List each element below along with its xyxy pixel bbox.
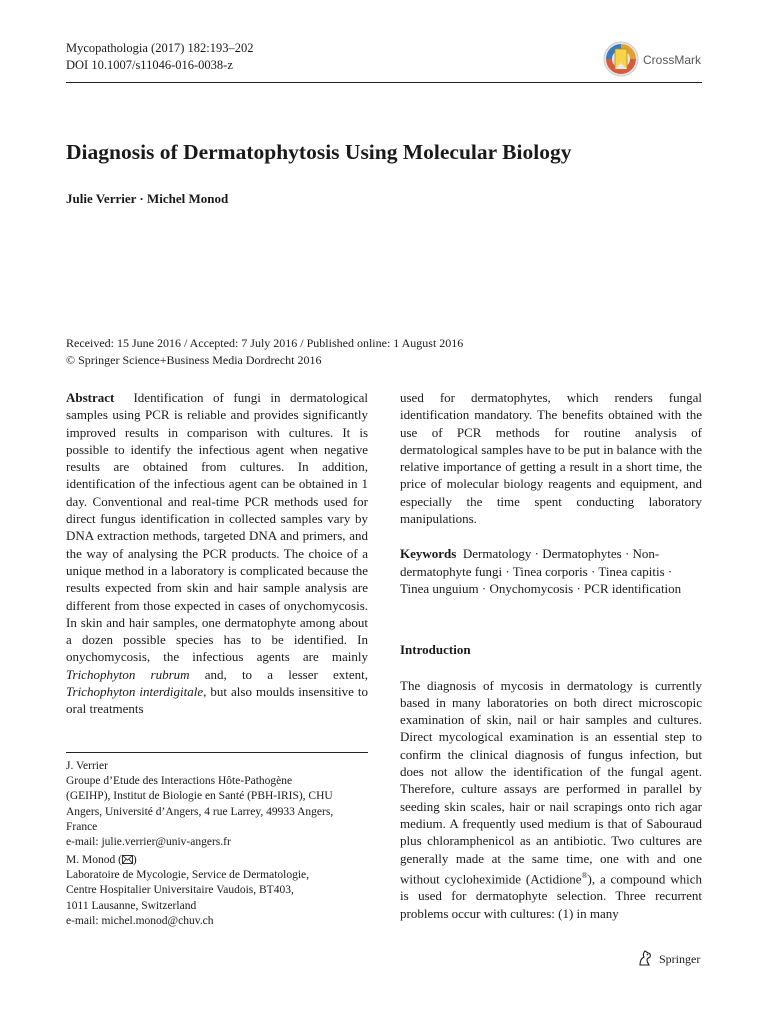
crossmark-icon	[603, 41, 639, 77]
abstract-paragraph: Abstract Identification of fungi in dermatological samples using PCR is reliable and provides significantly improved results in comparison with cultures. It is possible to identify the infectious agent when negative results are obtained from cultures. In addition, identification of the infectious agent can be obtained in 1 day. Conventional and real-time PCR methods used for direct fungus identification in collected samples vary by DNA extraction methods, targeted DNA and primers, and the way of analysing the PCR products. The choice of a unique method in a laboratory is complicated because the results expected from skin and hair sample analysis are different from those expected in cases of onychomycosis. In skin and hair samples, one dermatophyte among about a dozen possible species has to be identified. In onychomycosis, the infectious agents are mainly Trichophyton rubrum and, to a lesser extent, Trichophyton interdigitale, but also moulds insensitive to oral treatments	[66, 390, 369, 717]
copyright-line: © Springer Science+Business Media Dordrecht 2016	[66, 353, 322, 367]
abstract-label: Abstract	[66, 390, 115, 405]
article-dates	[66, 335, 463, 369]
journal-citation: Mycopathologia (2017) 182:193–202	[66, 41, 254, 55]
affiliation-line: Groupe d’Etude des Interactions Hôte-Pathogène	[66, 775, 293, 788]
email-link[interactable]: e-mail: michel.monod@chuv.ch	[66, 914, 214, 927]
affiliation-line: (GEIHP), Institut de Biologie en Santé (PBH-IRIS), CHU	[66, 790, 333, 803]
journal-header	[66, 40, 253, 74]
affiliation-verrier	[66, 759, 376, 850]
right-column	[400, 389, 702, 922]
section-heading-introduction: Introduction	[400, 642, 471, 658]
keywords-list: Dermatology · Dermatophytes · Non-dermatophyte fungi · Tinea corporis · Tinea capitis · Tinea unguium · Onychomycosis · PCR identification	[400, 546, 682, 596]
springer-horse-icon	[636, 949, 654, 967]
registered-mark: ®	[581, 870, 588, 880]
envelope-icon	[122, 855, 133, 864]
abstract-section	[66, 389, 368, 718]
keywords-block	[400, 545, 702, 597]
publication-dates: Received: 15 June 2016 / Accepted: 7 July 2016 / Published online: 1 August 2016	[66, 336, 464, 350]
publisher-name: Springer	[659, 952, 701, 966]
species-name: Trichophyton interdigitale	[66, 684, 204, 700]
affiliation-line: Laboratoire de Mycologie, Service de Dermatologie,	[66, 869, 310, 882]
affiliation-line: Centre Hospitalier Universitaire Vaudois, BT403,	[66, 884, 294, 897]
article-title: Diagnosis of Dermatophytosis Using Molecular Biology	[66, 140, 572, 164]
email-link[interactable]: e-mail: julie.verrier@univ-angers.fr	[66, 836, 231, 849]
author-list: Julie Verrier · Michel Monod	[66, 191, 229, 206]
species-name: Trichophyton rubrum	[66, 666, 190, 682]
abstract-continuation: used for dermatophytes, which renders fungal identification mandatory. The benefits obtained with the use of PCR methods for routine analysis of dermatological samples have to be put in balance with the relative importance of getting a result in a short time, the price of molecular biology reagents and equipment, and especially the time spent conducting laboratory manipulations.	[400, 390, 702, 527]
author-name-line: M. Monod ( )	[66, 854, 137, 866]
crossmark-label: CrossMark	[643, 53, 702, 67]
affiliation-monod	[66, 853, 376, 929]
affiliation-line: Angers, Université d’Angers, 4 rue Larrey, 49933 Angers,	[66, 805, 334, 818]
crossmark-button[interactable]	[603, 41, 753, 83]
keywords-label: Keywords	[400, 546, 457, 562]
affiliation-line: France	[66, 820, 98, 833]
doi[interactable]: DOI 10.1007/s11046-016-0038-z	[66, 58, 233, 72]
introduction-paragraph: The diagnosis of mycosis in dermatology is currently based in many laboratories on both direct microscopic examination of skin, nail or hair samples and cultures. Direct mycological examination is an essential step to confirm the clinical diagnosis of fungus infection, but does not allow the identification of the fungal agent. Therefore, culture assays are performed in parallel by seeding skin scales, hair or nail scrapings onto rich agar medium. A frequently used medium is that of Sabouraud plus chloramphenicol as an antibiotic. Two cultures are generally made at the same time, one with and one without cycloheximide (Actidione®), a compound which is used for dermatophyte selection. Three recurrent problems occur with cultures: (1) in many	[400, 677, 702, 921]
publisher-footer	[636, 949, 700, 967]
author-name: J. Verrier	[66, 760, 108, 772]
footnote-rule	[66, 752, 368, 753]
affiliation-line: 1011 Lausanne, Switzerland	[66, 899, 197, 912]
header-rule	[66, 82, 702, 83]
